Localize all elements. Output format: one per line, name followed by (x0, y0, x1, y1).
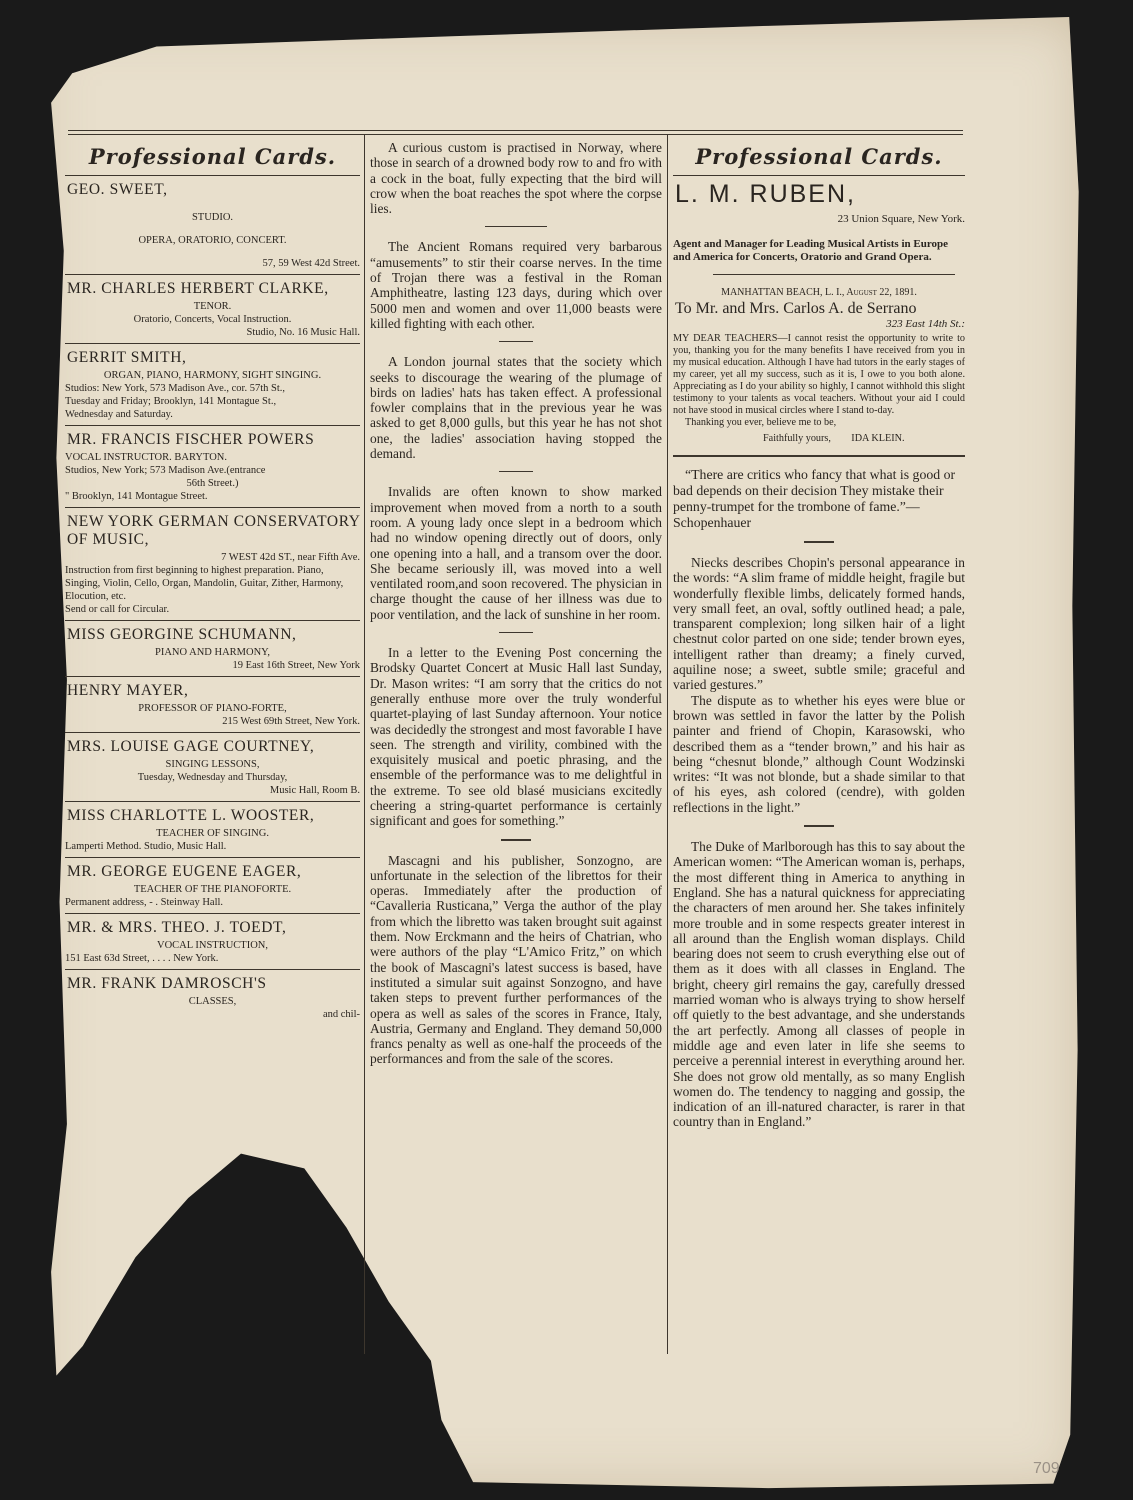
card-henry-mayer (65, 677, 360, 733)
card-name: HENRY MAYER, (67, 682, 189, 699)
article-paragraph: A curious custom is practised in Norway, where those in search of a drowned body row to and fro with a cock in the boat, fully expecting that the bird will crow when the boat reaches the spot where the corpse lies. (370, 140, 662, 217)
card-line: Permanent address, - . Steinway Hall. (65, 897, 224, 908)
card-line: Studios: New York, 573 Madison Ave., cor. 57th St., (65, 383, 286, 394)
letter-body: MY DEAR TEACHERS—I cannot resist the opportunity to write to you, thanking you for the many benefits I have received from you in my musical education. Although I have had tutors in the early stages of my career, yet all my success, such as it is, I owe to you both alone. Appreciating as I do your ability so highly, I cannot withhold this slight testimony to your talents as vocal teachers. Without your aid I could not have stood in musical circles where I stand to-day. (673, 333, 965, 416)
card-line: Tuesday, Wednesday and Thursday, (137, 772, 288, 783)
card-line: Send or call for Circular. (65, 604, 170, 615)
divider (501, 839, 531, 841)
card-line: Studio, No. 16 Music Hall. (246, 327, 360, 338)
card-line: ORGAN, PIANO, HARMONY, SIGHT SINGING. (103, 370, 322, 381)
card-line: Tuesday and Friday; Brooklyn, 141 Montague St., (65, 396, 277, 407)
card-francis-powers (65, 426, 360, 508)
card-line: TEACHER OF SINGING. (156, 828, 269, 839)
card-line: Lamperti Method. Studio, Music Hall. (65, 841, 227, 852)
card-line: 57, 59 West 42d Street. (262, 258, 360, 269)
card-charles-clarke (65, 275, 360, 344)
card-name: GEO. SWEET, (67, 181, 168, 198)
card-theo-toedt (65, 914, 360, 970)
card-name: MR. GEORGE EUGENE EAGER, (67, 863, 302, 880)
article-paragraph: Mascagni and his publisher, Sonzogno, are unfortunate in the selection of the librettos for their operas. Immediately after the production of “Cavalleria Rusticana,” Verga the author of the play from which the libretto was taken brought suit against them. Now Erckmann and the heirs of Chatrian, who were authors of the play “L'Amico Fritz,” on which the book of Mascagni's latest success is based, have instituted a simular suit against Sonzogno, and have taken steps to prevent further performances of the opera as well as sales of the scores in France, Italy, Austria, Germany and England. They demand 50,000 francs penalty as well as one-half the proceeds of the performances and from the sale of the scores. (370, 852, 662, 1067)
card-louise-courtney (65, 733, 360, 802)
card-name: MISS CHARLOTTE L. WOOSTER, (67, 807, 315, 824)
card-line: TEACHER OF THE PIANOFORTE. (133, 884, 292, 895)
top-rule-2 (68, 134, 963, 135)
article-paragraph: Invalids are often known to show marked improvement when moved from a north to a south room. A young lady once slept in a bedroom which had no window opening directly out of doors, only one opening into a hall, and a transom over the door. She became seriously ill, was moved into a well ventilated room,and soon recovered. The physician in charge thought the cause of her illness was due to poor ventilation, and the lack of sunshine in her room. (370, 484, 662, 622)
card-line: PIANO AND HARMONY, (154, 647, 271, 658)
folio-number: 709 (1033, 1460, 1060, 1477)
divider (804, 541, 834, 543)
column-rule-left (364, 134, 365, 1354)
article-paragraph: The Duke of Marlborough has this to say about the American women: “The American woman is, perhaps, the most different thing in America to anything in England. She has a natural quickness for appreciating the characters of men around her. She takes infinitely more trouble and in some respects greater interest in all around than the English woman displays. Child bearing does not seem to crush everything else out of them as it does with all classes in England. The bright, cheery girl remains the gay, carefully dressed married woman who is always trying to show herself off quietly to the best advantage, and she understands the art perfectly. Among all classes of people in middle age and even later in life she seems to perceive a perennial interest in everything around her. She does not grow old mentally, as so many English women do. The tendency to nagging and gossip, the indication of an ill-natured character, is rarer in that country than in England.” (673, 839, 965, 1130)
letter-addressee: To Mr. and Mrs. Carlos A. de Serrano (675, 300, 917, 317)
letter-signature: IDA KLEIN. (851, 433, 905, 444)
card-line: PROFESSOR OF PIANO-FORTE, (138, 703, 287, 714)
card-geo-sweet (65, 176, 360, 275)
card-name: NEW YORK GERMAN CONSERVATORY OF MUSIC, (67, 513, 361, 548)
card-name: MR. FRANK DAMROSCH'S (67, 975, 267, 992)
schopenhauer-quote: “There are critics who fancy that what is good or bad depends on their decision They mistake their penny-trumpet for the trombone of fame.”—Schopenhauer (673, 467, 956, 530)
divider (499, 632, 533, 633)
card-frank-damrosch (65, 970, 360, 1025)
card-german-conservatory (65, 508, 360, 621)
card-line: OPERA, ORATORIO, CONCERT. (138, 235, 287, 246)
ruben-name: L. M. RUBEN, (675, 180, 856, 208)
professional-cards-column (65, 140, 360, 1025)
card-line: CLASSES, (188, 996, 237, 1007)
card-line: TENOR. (193, 301, 232, 312)
card-line: VOCAL INSTRUCTION, (156, 940, 269, 951)
card-george-eager (65, 858, 360, 914)
news-column (370, 140, 662, 1067)
letter-closing: Thanking you ever, believe me to be, (685, 417, 837, 428)
card-line: 7 WEST 42d ST., near Fifth Ave. (221, 552, 360, 563)
article-paragraph: The Ancient Romans required very barbarous “amusements” to stir their coarse nerves. In the time of Trojan there was a festival in the Roman Amphitheatre, lasting 123 days, during which over 5000 men and women and over 11,000 beasts were killed fighting with each other. (370, 239, 662, 331)
card-line: VOCAL INSTRUCTOR. BARYTON. (65, 452, 227, 463)
card-name: MRS. LOUISE GAGE COURTNEY, (67, 738, 315, 755)
column-rule-right (667, 134, 668, 1354)
card-line: 19 East 16th Street, New York (232, 660, 360, 671)
divider (485, 226, 547, 227)
card-line: 215 West 69th Street, New York. (222, 716, 360, 727)
card-line: and chil- (322, 1009, 360, 1020)
card-line: Studios, New York; 573 Madison Ave.(entrance (65, 465, 266, 476)
top-rule (68, 130, 963, 131)
article-paragraph: Niecks describes Chopin's personal appearance in the words: “A slim frame of middle height, fragile but wonderfully flexible limbs, delicately formed hands, very small feet, an oval, softly outlined head; a pale, transparent complexion; long silken hair of a light chestnut color parted on one side; tender brown eyes, intelligent rather than dreamy; a finely curved, aquiline nose; a sweet, subtle smile; graceful and varied gestures.” (673, 555, 965, 693)
divider (499, 471, 533, 472)
card-line: Wednesday and Saturday. (65, 409, 173, 420)
divider (499, 341, 533, 342)
card-charlotte-wooster (65, 802, 360, 858)
article-paragraph: The dispute as to whether his eyes were blue or brown was settled in favor the latter by the Polish painter and friend of Chopin, Karasowski, who described them as a “tender brown,” and his hair as being “chesnut blonde,” although Count Wodzinski writes: “It was not blonde, but a shade similar to that of his eyes, ash colored (cendre), with golden reflections in the light.” (673, 692, 965, 815)
section-heading: Professional Cards. (88, 144, 337, 169)
section-heading: Professional Cards. (695, 144, 943, 169)
article-paragraph: In a letter to the Evening Post concerning the Brodsky Quartet Concert at Music Hall last Sunday, Dr. Mason writes: “I am sorry that the critics do not generally enthuse more over the truly wonderful quartet-playing of last Sunday afternoon. Your notice was decidedly the strongest and most favorable I have seen. The strength and virility, combined with the exquisitely musical and poetic phrasing, and the ensemble of the performance was to me delightful in the extreme. To see old blasé musicians excitedly cheering a string-quartet performance is certainly significant and goes for something.” (370, 645, 662, 829)
card-name: MR. FRANCIS FISCHER POWERS (67, 431, 315, 448)
card-line: SINGING LESSONS, (165, 759, 260, 770)
letter-address: 323 East 14th St.: (886, 318, 965, 330)
right-column (673, 140, 965, 1130)
card-name: GERRIT SMITH, (67, 349, 187, 366)
card-line: Music Hall, Room B. (269, 785, 360, 796)
card-name: MISS GEORGINE SCHUMANN, (67, 626, 297, 643)
card-line: Instruction from first beginning to highest preparation. Piano, Singing, Violin, Cello, Organ, Mandolin, Guitar, Zither, Harmony, Elocution, etc. (65, 565, 344, 602)
letter-signoff-text: Faithfully yours, (763, 433, 831, 444)
card-name: MR. & MRS. THEO. J. TOEDT, (67, 919, 287, 936)
letter-signoff (763, 433, 965, 445)
divider (804, 825, 834, 827)
card-name: MR. CHARLES HERBERT CLARKE, (67, 280, 329, 297)
ruben-description: Agent and Manager for Leading Musical Artists in Europe and America for Concerts, Oratorio and Grand Opera. (673, 238, 949, 263)
article-paragraph: A London journal states that the society which seeks to discourage the wearing of the plumage of birds on ladies' hats has taken effect. A professional fowler complains that in the previous year he was asked to get 8,000 gulls, but this year he has not shot one, the ladies' association having stopped the demand. (370, 354, 662, 462)
card-gerrit-smith (65, 344, 360, 426)
card-georgine-schumann (65, 621, 360, 677)
card-line: 151 East 63d Street, . . . . New York. (65, 953, 219, 964)
ruben-address: 23 Union Square, New York. (837, 213, 965, 225)
letter-dateline: MANHATTAN BEACH, L. I., August 22, 1891. (721, 287, 917, 298)
card-line: 56th Street.) (186, 478, 239, 489)
card-line: " Brooklyn, 141 Montague Street. (65, 491, 208, 502)
card-line: Oratorio, Concerts, Vocal Instruction. (133, 314, 292, 325)
card-line: STUDIO. (191, 212, 234, 223)
